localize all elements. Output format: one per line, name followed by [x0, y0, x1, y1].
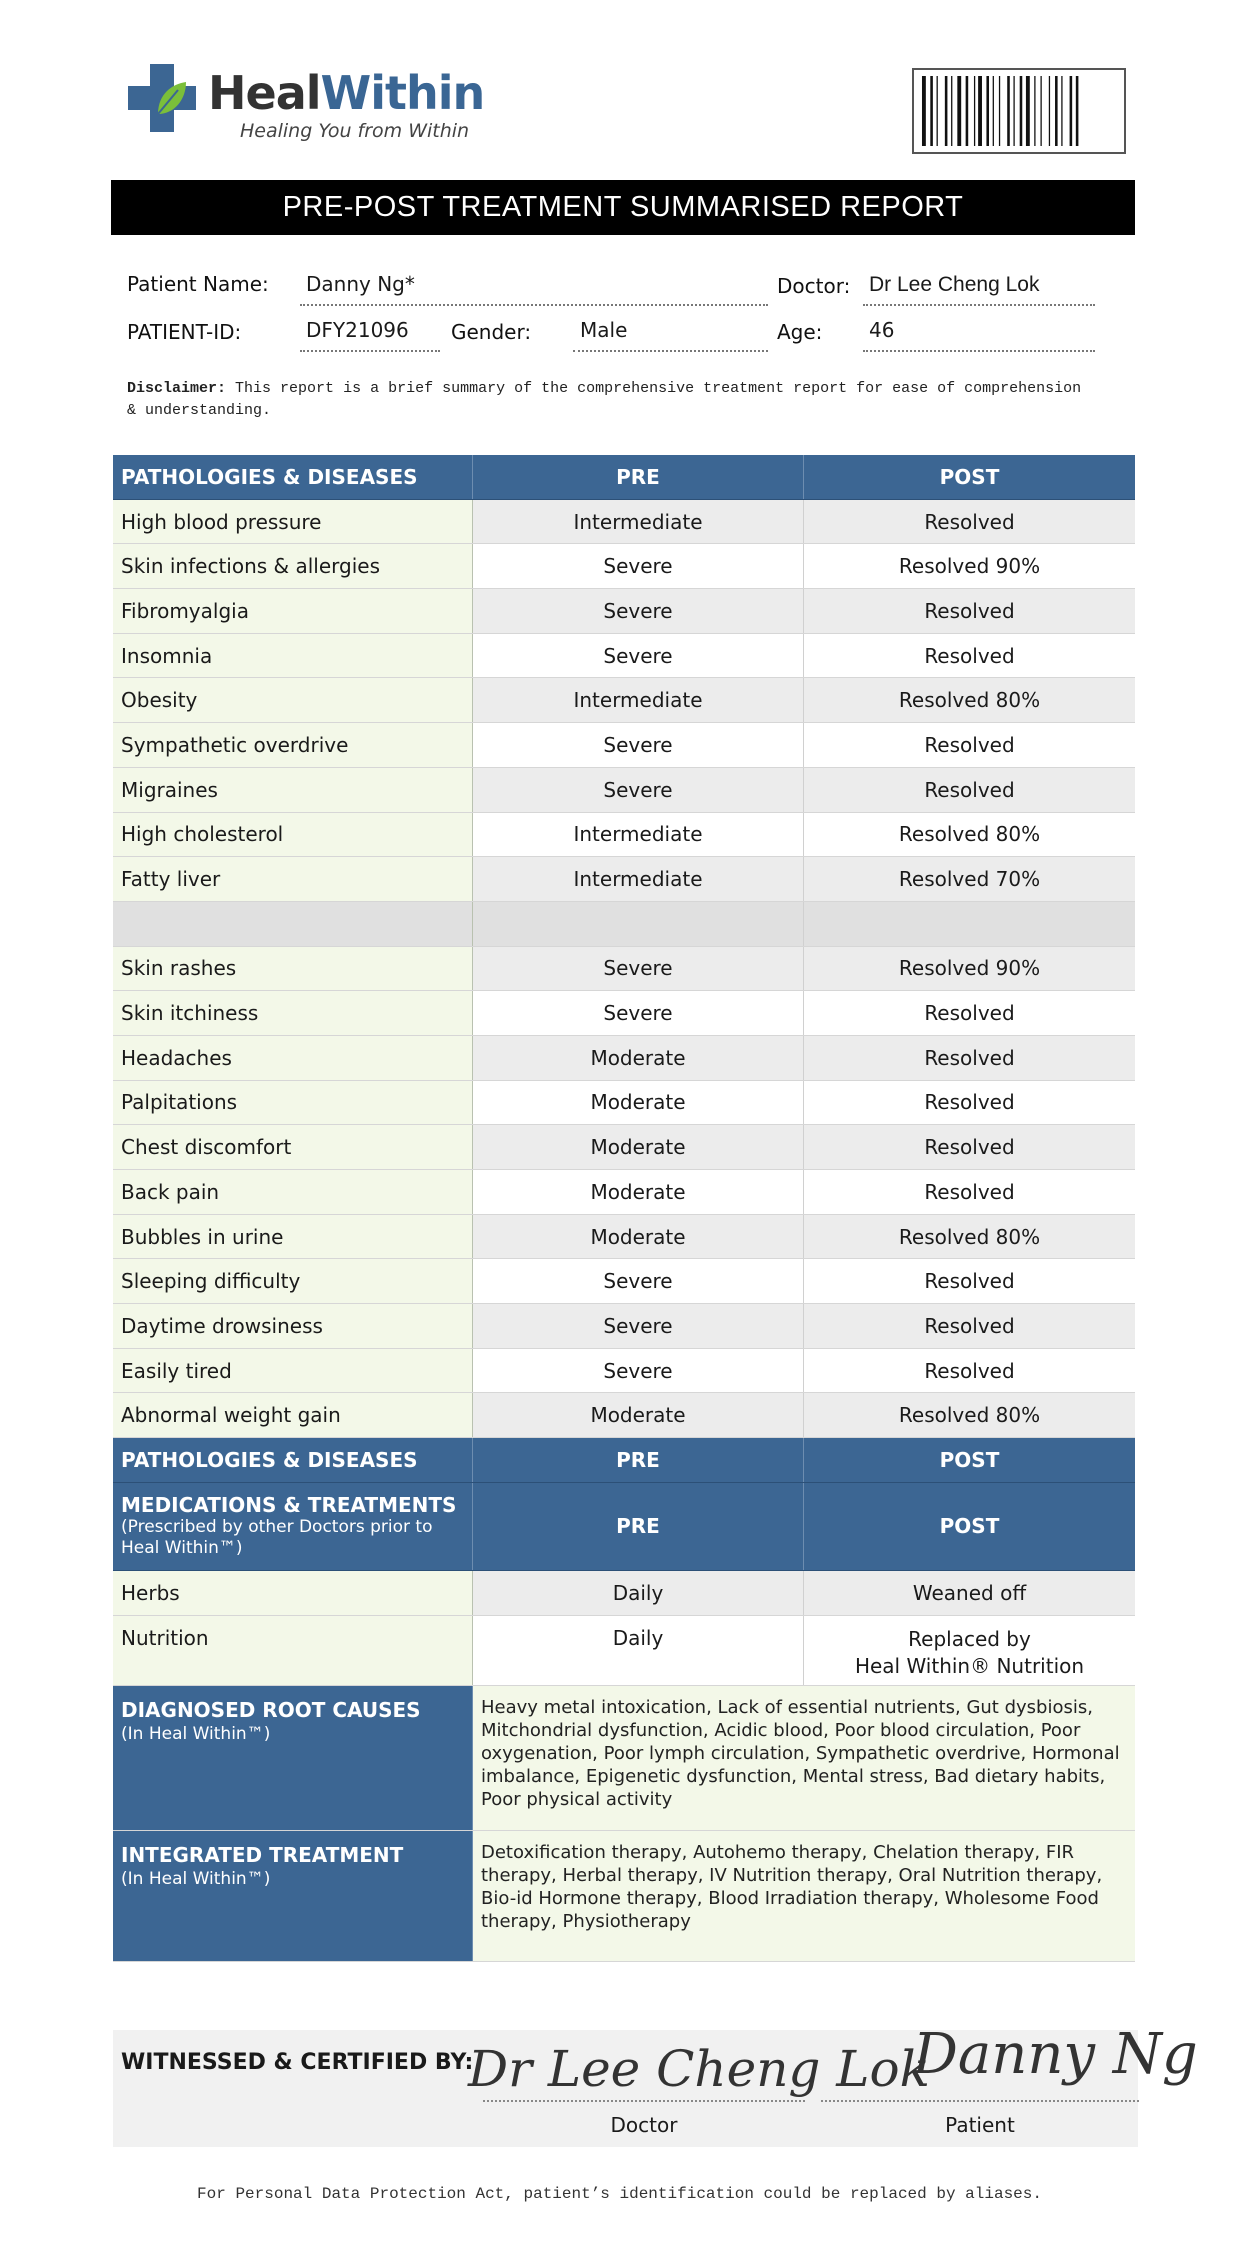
barcode-icon: [920, 76, 1118, 146]
root-causes-block: [113, 1686, 1135, 1831]
table-row: [113, 1349, 1135, 1394]
pre-status: Moderate: [473, 1393, 804, 1437]
patient-name-value: Danny Ng*: [306, 272, 415, 296]
pre-status: Moderate: [473, 1036, 804, 1080]
pathology-name: [113, 902, 473, 946]
table-row: [113, 1081, 1135, 1126]
post-status: Resolved: [804, 1081, 1135, 1125]
table-row: [113, 634, 1135, 679]
post-status: Resolved 80%: [804, 813, 1135, 857]
post-status: Resolved 70%: [804, 857, 1135, 901]
medication-pre: Daily: [473, 1571, 804, 1615]
patient-signature-label: Patient: [945, 2113, 1015, 2137]
table-row: [113, 1125, 1135, 1170]
pre-status: Severe: [473, 1349, 804, 1393]
post-status: Resolved: [804, 1170, 1135, 1214]
pre-status: Severe: [473, 768, 804, 812]
pdpa-footer: For Personal Data Protection Act, patient’s identification could be replaced by aliases.: [197, 2185, 1042, 2203]
pathology-name: Headaches: [113, 1036, 473, 1080]
post-status: Resolved 80%: [804, 1393, 1135, 1437]
table-row: [113, 947, 1135, 992]
pathology-name: Skin itchiness: [113, 991, 473, 1035]
post-status: Resolved: [804, 723, 1135, 767]
patient-name-underline: [300, 304, 768, 306]
integrated-treatment-title: INTEGRATED TREATMENT: [121, 1842, 404, 1867]
integrated-treatment-subtitle: (In Heal Within™): [121, 1868, 271, 1889]
pre-status: Intermediate: [473, 857, 804, 901]
table-row: [113, 813, 1135, 858]
post-status: Resolved: [804, 589, 1135, 633]
post-status: Resolved 80%: [804, 1215, 1135, 1259]
doctor-signature: Dr Lee Cheng Lok: [468, 2040, 930, 2098]
patient-id-label: PATIENT-ID:: [127, 320, 242, 344]
doctor-value: Dr Lee Cheng Lok: [869, 273, 1040, 296]
medications-title: MEDICATIONS & TREATMENTS: [121, 1493, 457, 1518]
pre-status: Intermediate: [473, 678, 804, 722]
medication-name: Nutrition: [113, 1616, 473, 1685]
patient-name-label: Patient Name:: [127, 272, 269, 296]
table-row: [113, 991, 1135, 1036]
disclaimer-text: This report is a brief summary of the comprehensive treatment report for ease of comprehension & understanding.: [127, 380, 1082, 419]
footer-header-pathologies: PATHOLOGIES & DISEASES: [113, 1438, 473, 1482]
pre-status: Severe: [473, 1259, 804, 1303]
pathology-name: High blood pressure: [113, 500, 473, 544]
pathology-name: Fatty liver: [113, 857, 473, 901]
post-status: Resolved: [804, 768, 1135, 812]
pathology-name: Daytime drowsiness: [113, 1304, 473, 1348]
table-row: [113, 544, 1135, 589]
disclaimer-label: Disclaimer:: [127, 380, 227, 397]
post-status: Resolved 90%: [804, 947, 1135, 991]
root-causes-title: DIAGNOSED ROOT CAUSES: [121, 1697, 421, 1722]
brand-tagline: Healing You from Within: [240, 120, 470, 142]
root-causes-text: Heavy metal intoxication, Lack of essential nutrients, Gut dysbiosis, Mitchondrial dysfunction, Acidic blood, Poor blood circulation, Poor oxygenation, Poor lymph circulation, Sympathetic overdrive, Hormonal imbalance, Epigenetic dysfunction, Mental stress, Bad dietary habits, Poor physical activity: [473, 1686, 1135, 1830]
doctor-underline: [863, 304, 1095, 306]
integrated-treatment-text: Detoxification therapy, Autohemo therapy, Chelation therapy, FIR therapy, Herbal therapy, IV Nutrition therapy, Oral Nutrition therapy, Bio-id Hormone therapy, Blood Irradiation therapy, Wholesome Food therapy, Physiotherapy: [473, 1831, 1135, 1961]
post-status: Resolved: [804, 1259, 1135, 1303]
medication-post-line2: Heal Within® Nutrition: [854, 1653, 1085, 1678]
pre-status: Severe: [473, 947, 804, 991]
medications-post-header: POST: [804, 1483, 1135, 1570]
table-footer-header-row: [113, 1438, 1135, 1483]
witness-section: [113, 2022, 1198, 2147]
post-status: Resolved 80%: [804, 678, 1135, 722]
brand-within: Within: [320, 66, 485, 120]
post-status: Resolved: [804, 1036, 1135, 1080]
table-row: [113, 1304, 1135, 1349]
brand-name: [208, 66, 484, 120]
brand-heal: Heal: [208, 66, 321, 120]
pre-status: Intermediate: [473, 500, 804, 544]
pathology-name: Abnormal weight gain: [113, 1393, 473, 1437]
header-pathologies: PATHOLOGIES & DISEASES: [113, 455, 473, 499]
summary-table: [113, 455, 1135, 1962]
pre-status: Moderate: [473, 1125, 804, 1169]
pathology-name: Back pain: [113, 1170, 473, 1214]
root-causes-heading: [113, 1686, 473, 1830]
patient-id-value: DFY21096: [306, 318, 409, 342]
table-row: [113, 678, 1135, 723]
medications-subtitle: (Prescribed by other Doctors prior to Heal Within™): [121, 1517, 433, 1559]
pre-status: Severe: [473, 544, 804, 588]
header-post: POST: [804, 455, 1135, 499]
header-pre: PRE: [473, 455, 804, 499]
medication-pre: Daily: [473, 1616, 804, 1685]
pre-status: Moderate: [473, 1170, 804, 1214]
pathology-name: Easily tired: [113, 1349, 473, 1393]
table-row: [113, 723, 1135, 768]
post-status: [804, 902, 1135, 946]
table-header-row: [113, 455, 1135, 500]
report-title: PRE-POST TREATMENT SUMMARISED REPORT: [111, 180, 1135, 235]
pathology-name: Fibromyalgia: [113, 589, 473, 633]
table-row: [113, 1036, 1135, 1081]
pathology-name: Migraines: [113, 768, 473, 812]
medications-pre-header: PRE: [473, 1483, 804, 1570]
pre-status: Severe: [473, 589, 804, 633]
table-row: [113, 857, 1135, 902]
table-row: [113, 1170, 1135, 1215]
medication-name: Herbs: [113, 1571, 473, 1615]
medication-post-line1: Replaced by: [908, 1626, 1031, 1651]
pre-status: Severe: [473, 1304, 804, 1348]
integrated-treatment-heading: [113, 1831, 473, 1961]
post-status: Resolved: [804, 1349, 1135, 1393]
post-status: Resolved: [804, 991, 1135, 1035]
age-label: Age:: [777, 320, 823, 344]
doctor-signature-label: Doctor: [610, 2113, 678, 2137]
medications-header-row: [113, 1483, 1135, 1571]
post-status: Resolved: [804, 1125, 1135, 1169]
pre-status: [473, 902, 804, 946]
footer-header-post: POST: [804, 1438, 1135, 1482]
pre-status: Moderate: [473, 1215, 804, 1259]
pathology-rows: [113, 500, 1135, 1438]
patient-id-underline: [300, 350, 440, 352]
barcode: [912, 68, 1126, 154]
pathology-name: Palpitations: [113, 1081, 473, 1125]
healwithin-logo: [128, 58, 485, 148]
pathology-name: High cholesterol: [113, 813, 473, 857]
medication-post: [804, 1616, 1135, 1685]
pathology-name: Insomnia: [113, 634, 473, 678]
integrated-treatment-block: [113, 1831, 1135, 1962]
medical-cross-leaf-icon: [128, 64, 196, 132]
pathology-name: Sympathetic overdrive: [113, 723, 473, 767]
age-value: 46: [869, 318, 895, 342]
gender-value: Male: [580, 318, 628, 342]
pre-status: Intermediate: [473, 813, 804, 857]
pathology-name: Chest discomfort: [113, 1125, 473, 1169]
doctor-signature-line: [483, 2100, 805, 2102]
patient-signature-line: [821, 2100, 1139, 2102]
pre-status: Severe: [473, 991, 804, 1035]
disclaimer: [127, 378, 1087, 422]
medication-row-nutrition: [113, 1616, 1135, 1686]
table-row: [113, 768, 1135, 813]
gender-label: Gender:: [451, 320, 532, 344]
pre-status: Moderate: [473, 1081, 804, 1125]
table-row: [113, 1393, 1135, 1438]
medication-post: Weaned off: [804, 1571, 1135, 1615]
doctor-label: Doctor:: [777, 274, 851, 298]
root-causes-subtitle: (In Heal Within™): [121, 1723, 271, 1744]
post-status: Resolved 90%: [804, 544, 1135, 588]
pre-status: Severe: [473, 723, 804, 767]
medication-row-herbs: [113, 1571, 1135, 1616]
pathology-name: Obesity: [113, 678, 473, 722]
table-row: [113, 1215, 1135, 1260]
pathology-name: Skin infections & allergies: [113, 544, 473, 588]
pathology-name: Bubbles in urine: [113, 1215, 473, 1259]
witness-label: WITNESSED & CERTIFIED BY:: [121, 2050, 474, 2075]
pre-status: Severe: [473, 634, 804, 678]
table-row: [113, 1259, 1135, 1304]
patient-signature: Danny Ng: [913, 2022, 1198, 2087]
pathology-name: Skin rashes: [113, 947, 473, 991]
table-row: [113, 500, 1135, 545]
post-status: Resolved: [804, 634, 1135, 678]
footer-header-pre: PRE: [473, 1438, 804, 1482]
table-row-blank: [113, 902, 1135, 947]
post-status: Resolved: [804, 1304, 1135, 1348]
post-status: Resolved: [804, 500, 1135, 544]
medications-header: [113, 1483, 473, 1570]
table-row: [113, 589, 1135, 634]
age-underline: [863, 350, 1095, 352]
pathology-name: Sleeping difficulty: [113, 1259, 473, 1303]
gender-underline: [573, 350, 768, 352]
